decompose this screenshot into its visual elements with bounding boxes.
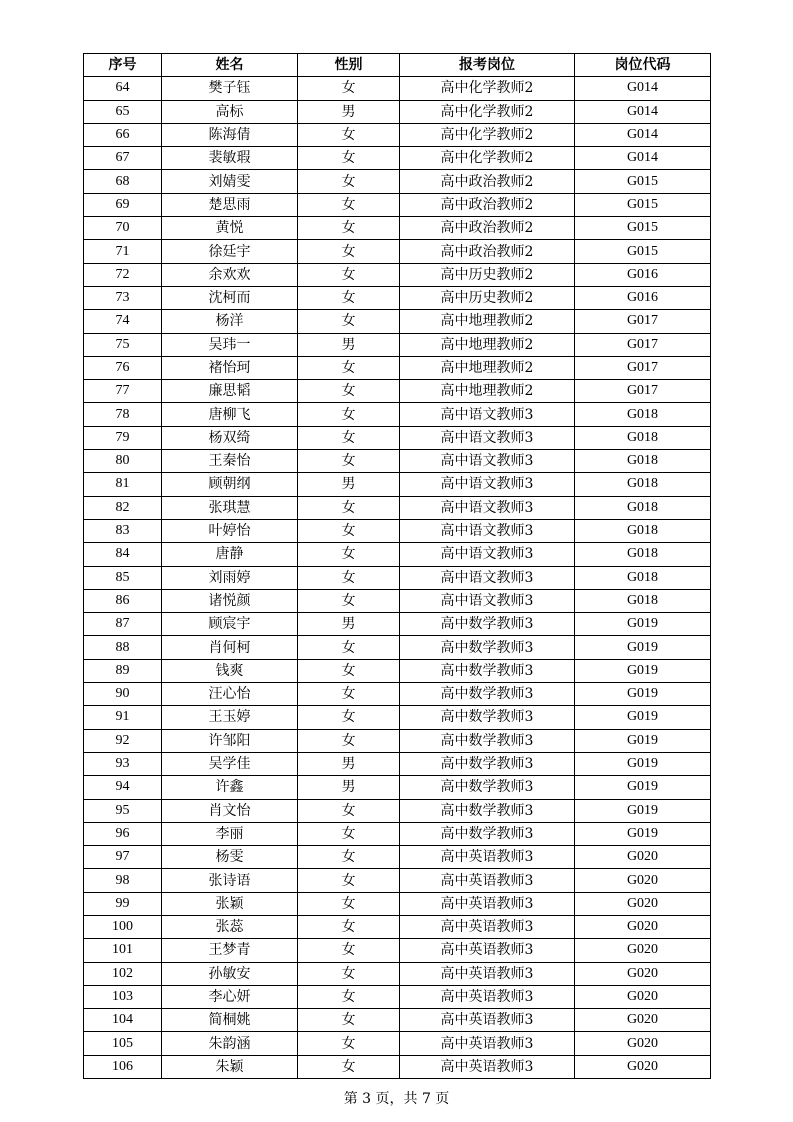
cell-name: 叶婷怡 [162,519,298,542]
cell-applied-post: 高中英语教师3 [400,939,575,962]
cell-applied-post: 高中地理教师2 [400,380,575,403]
cell-post-code: G015 [575,217,711,240]
cell-name: 张蕊 [162,915,298,938]
cell-applied-post: 高中化学教师2 [400,100,575,123]
cell-serial-number: 65 [84,100,162,123]
cell-serial-number: 82 [84,496,162,519]
cell-post-code: G015 [575,240,711,263]
cell-gender: 女 [298,1032,400,1055]
cell-serial-number: 78 [84,403,162,426]
table-row [84,77,711,100]
cell-serial-number: 64 [84,77,162,100]
cell-applied-post: 高中英语教师3 [400,1055,575,1078]
cell-post-code: G018 [575,589,711,612]
cell-serial-number: 79 [84,426,162,449]
cell-post-code: G018 [575,496,711,519]
cell-post-code: G014 [575,147,711,170]
cell-post-code: G015 [575,170,711,193]
cell-name: 张琪慧 [162,496,298,519]
cell-serial-number: 96 [84,822,162,845]
cell-serial-number: 80 [84,450,162,473]
cell-name: 高标 [162,100,298,123]
table-row [84,193,711,216]
cell-post-code: G018 [575,426,711,449]
cell-gender: 女 [298,170,400,193]
cell-gender: 女 [298,939,400,962]
table-body [84,77,711,1079]
cell-serial-number: 99 [84,892,162,915]
cell-gender: 女 [298,380,400,403]
cell-applied-post: 高中地理教师2 [400,333,575,356]
header-serial-number: 序号 [84,54,162,77]
table-row [84,380,711,403]
cell-applied-post: 高中化学教师2 [400,77,575,100]
cell-serial-number: 72 [84,263,162,286]
table-row [84,915,711,938]
cell-gender: 男 [298,473,400,496]
cell-gender: 女 [298,217,400,240]
cell-applied-post: 高中数学教师3 [400,776,575,799]
cell-serial-number: 66 [84,123,162,146]
cell-serial-number: 70 [84,217,162,240]
cell-gender: 女 [298,729,400,752]
cell-gender: 女 [298,263,400,286]
table-row [84,822,711,845]
cell-applied-post: 高中英语教师3 [400,1009,575,1032]
header-post-code: 岗位代码 [575,54,711,77]
cell-name: 李心妍 [162,985,298,1008]
cell-applied-post: 高中语文教师3 [400,450,575,473]
cell-applied-post: 高中政治教师2 [400,240,575,263]
cell-applied-post: 高中政治教师2 [400,193,575,216]
table-row [84,1055,711,1078]
cell-applied-post: 高中语文教师3 [400,519,575,542]
roster-table [83,53,711,1079]
cell-applied-post: 高中语文教师3 [400,426,575,449]
cell-post-code: G019 [575,659,711,682]
table-row [84,706,711,729]
cell-serial-number: 77 [84,380,162,403]
cell-serial-number: 88 [84,636,162,659]
cell-post-code: G020 [575,1055,711,1078]
table-row [84,613,711,636]
table-row [84,310,711,333]
cell-applied-post: 高中英语教师3 [400,985,575,1008]
table-row [84,403,711,426]
cell-name: 廉思韬 [162,380,298,403]
table-row [84,170,711,193]
cell-post-code: G014 [575,100,711,123]
table-row [84,123,711,146]
table-row [84,869,711,892]
cell-applied-post: 高中英语教师3 [400,892,575,915]
cell-gender: 女 [298,310,400,333]
cell-gender: 女 [298,869,400,892]
cell-gender: 女 [298,1055,400,1078]
cell-post-code: G018 [575,519,711,542]
cell-serial-number: 85 [84,566,162,589]
cell-name: 余欢欢 [162,263,298,286]
table-row [84,683,711,706]
cell-gender: 女 [298,450,400,473]
cell-post-code: G018 [575,543,711,566]
cell-serial-number: 90 [84,683,162,706]
cell-post-code: G020 [575,846,711,869]
cell-post-code: G015 [575,193,711,216]
cell-name: 王玉婷 [162,706,298,729]
cell-applied-post: 高中数学教师3 [400,729,575,752]
cell-post-code: G019 [575,683,711,706]
cell-gender: 女 [298,799,400,822]
table-row [84,892,711,915]
cell-post-code: G019 [575,613,711,636]
cell-applied-post: 高中政治教师2 [400,217,575,240]
table-row [84,589,711,612]
table-header-row [84,54,711,77]
cell-gender: 女 [298,543,400,566]
cell-serial-number: 76 [84,356,162,379]
cell-post-code: G014 [575,123,711,146]
table-row [84,286,711,309]
table-row [84,729,711,752]
cell-serial-number: 106 [84,1055,162,1078]
cell-post-code: G019 [575,636,711,659]
cell-gender: 女 [298,706,400,729]
cell-applied-post: 高中英语教师3 [400,1032,575,1055]
cell-gender: 女 [298,496,400,519]
cell-gender: 男 [298,613,400,636]
cell-post-code: G018 [575,473,711,496]
cell-name: 樊子钰 [162,77,298,100]
cell-name: 朱韵涵 [162,1032,298,1055]
cell-serial-number: 104 [84,1009,162,1032]
cell-serial-number: 97 [84,846,162,869]
cell-name: 吴学佳 [162,752,298,775]
cell-applied-post: 高中语文教师3 [400,566,575,589]
page-footer: 第 3 页，共 7 页 [343,1091,450,1107]
table-row [84,659,711,682]
cell-gender: 女 [298,636,400,659]
cell-post-code: G016 [575,286,711,309]
cell-post-code: G018 [575,450,711,473]
cell-name: 诸悦颜 [162,589,298,612]
cell-name: 吴玮一 [162,333,298,356]
cell-gender: 女 [298,123,400,146]
table-row [84,263,711,286]
cell-applied-post: 高中语文教师3 [400,473,575,496]
cell-name: 朱颖 [162,1055,298,1078]
table-row [84,217,711,240]
cell-serial-number: 87 [84,613,162,636]
cell-post-code: G020 [575,892,711,915]
cell-gender: 女 [298,1009,400,1032]
table-row [84,1009,711,1032]
cell-name: 裴敏瑕 [162,147,298,170]
cell-name: 肖文怡 [162,799,298,822]
cell-post-code: G017 [575,310,711,333]
cell-name: 刘婧雯 [162,170,298,193]
cell-applied-post: 高中语文教师3 [400,589,575,612]
table-row [84,566,711,589]
cell-applied-post: 高中历史教师2 [400,286,575,309]
cell-gender: 女 [298,589,400,612]
cell-applied-post: 高中数学教师3 [400,659,575,682]
cell-gender: 女 [298,77,400,100]
cell-serial-number: 100 [84,915,162,938]
cell-post-code: G020 [575,1032,711,1055]
cell-name: 陈海倩 [162,123,298,146]
cell-serial-number: 81 [84,473,162,496]
cell-post-code: G020 [575,1009,711,1032]
cell-name: 孙敏安 [162,962,298,985]
cell-name: 王梦青 [162,939,298,962]
table-row [84,799,711,822]
cell-applied-post: 高中数学教师3 [400,706,575,729]
cell-gender: 女 [298,403,400,426]
cell-serial-number: 103 [84,985,162,1008]
cell-serial-number: 93 [84,752,162,775]
table-row [84,985,711,1008]
cell-name: 肖何柯 [162,636,298,659]
cell-post-code: G017 [575,380,711,403]
cell-name: 顾朝纲 [162,473,298,496]
cell-serial-number: 75 [84,333,162,356]
cell-post-code: G020 [575,915,711,938]
cell-gender: 女 [298,915,400,938]
cell-gender: 女 [298,846,400,869]
table-row [84,519,711,542]
cell-name: 刘雨婷 [162,566,298,589]
cell-serial-number: 83 [84,519,162,542]
cell-gender: 女 [298,985,400,1008]
cell-serial-number: 94 [84,776,162,799]
cell-name: 简桐姚 [162,1009,298,1032]
cell-applied-post: 高中地理教师2 [400,356,575,379]
cell-gender: 女 [298,519,400,542]
cell-serial-number: 98 [84,869,162,892]
cell-applied-post: 高中数学教师3 [400,636,575,659]
cell-applied-post: 高中化学教师2 [400,123,575,146]
table-row [84,147,711,170]
cell-applied-post: 高中数学教师3 [400,799,575,822]
cell-gender: 女 [298,822,400,845]
cell-post-code: G018 [575,566,711,589]
cell-post-code: G020 [575,962,711,985]
table-row [84,752,711,775]
cell-serial-number: 68 [84,170,162,193]
cell-gender: 女 [298,659,400,682]
cell-name: 顾宸宇 [162,613,298,636]
cell-applied-post: 高中数学教师3 [400,822,575,845]
cell-post-code: G019 [575,822,711,845]
table-row [84,333,711,356]
cell-serial-number: 92 [84,729,162,752]
cell-applied-post: 高中地理教师2 [400,310,575,333]
cell-name: 张颖 [162,892,298,915]
cell-applied-post: 高中语文教师3 [400,496,575,519]
table-row [84,962,711,985]
cell-name: 汪心怡 [162,683,298,706]
cell-gender: 女 [298,426,400,449]
cell-post-code: G017 [575,356,711,379]
table-row [84,776,711,799]
cell-applied-post: 高中政治教师2 [400,170,575,193]
cell-name: 许邹阳 [162,729,298,752]
table-row [84,473,711,496]
cell-post-code: G016 [575,263,711,286]
table-row [84,636,711,659]
cell-gender: 男 [298,100,400,123]
cell-post-code: G019 [575,799,711,822]
table-row [84,450,711,473]
cell-gender: 女 [298,240,400,263]
cell-gender: 女 [298,147,400,170]
cell-serial-number: 101 [84,939,162,962]
cell-serial-number: 73 [84,286,162,309]
cell-name: 许鑫 [162,776,298,799]
cell-serial-number: 74 [84,310,162,333]
cell-name: 杨洋 [162,310,298,333]
table-row [84,426,711,449]
cell-name: 杨雯 [162,846,298,869]
cell-serial-number: 95 [84,799,162,822]
cell-post-code: G018 [575,403,711,426]
cell-post-code: G019 [575,752,711,775]
cell-serial-number: 69 [84,193,162,216]
cell-applied-post: 高中语文教师3 [400,543,575,566]
cell-name: 王秦怡 [162,450,298,473]
cell-gender: 女 [298,892,400,915]
table-row [84,356,711,379]
cell-post-code: G020 [575,869,711,892]
header-applied-post: 报考岗位 [400,54,575,77]
header-name: 姓名 [162,54,298,77]
cell-applied-post: 高中英语教师3 [400,869,575,892]
cell-name: 徐廷宇 [162,240,298,263]
cell-applied-post: 高中数学教师3 [400,613,575,636]
table-row [84,939,711,962]
cell-name: 黄悦 [162,217,298,240]
cell-gender: 男 [298,776,400,799]
cell-serial-number: 86 [84,589,162,612]
cell-name: 沈柯而 [162,286,298,309]
cell-name: 唐柳飞 [162,403,298,426]
cell-applied-post: 高中化学教师2 [400,147,575,170]
cell-applied-post: 高中数学教师3 [400,752,575,775]
cell-gender: 女 [298,962,400,985]
cell-applied-post: 高中语文教师3 [400,403,575,426]
cell-serial-number: 67 [84,147,162,170]
table-row [84,543,711,566]
cell-gender: 女 [298,566,400,589]
table-row [84,846,711,869]
cell-gender: 女 [298,356,400,379]
cell-applied-post: 高中英语教师3 [400,962,575,985]
cell-post-code: G014 [575,77,711,100]
cell-applied-post: 高中历史教师2 [400,263,575,286]
cell-name: 李丽 [162,822,298,845]
cell-serial-number: 89 [84,659,162,682]
cell-name: 钱爽 [162,659,298,682]
cell-applied-post: 高中数学教师3 [400,683,575,706]
header-gender: 性别 [298,54,400,77]
cell-name: 唐静 [162,543,298,566]
cell-post-code: G020 [575,985,711,1008]
table-row [84,100,711,123]
cell-gender: 男 [298,333,400,356]
cell-gender: 女 [298,683,400,706]
cell-post-code: G020 [575,939,711,962]
table-row [84,496,711,519]
cell-post-code: G019 [575,729,711,752]
cell-post-code: G019 [575,706,711,729]
cell-applied-post: 高中英语教师3 [400,846,575,869]
cell-serial-number: 102 [84,962,162,985]
cell-serial-number: 71 [84,240,162,263]
cell-name: 楚思雨 [162,193,298,216]
cell-gender: 男 [298,752,400,775]
cell-name: 褚怡珂 [162,356,298,379]
cell-serial-number: 84 [84,543,162,566]
cell-serial-number: 105 [84,1032,162,1055]
cell-name: 杨双绮 [162,426,298,449]
cell-serial-number: 91 [84,706,162,729]
cell-gender: 女 [298,193,400,216]
cell-post-code: G017 [575,333,711,356]
cell-applied-post: 高中英语教师3 [400,915,575,938]
table-row [84,240,711,263]
cell-post-code: G019 [575,776,711,799]
table-row [84,1032,711,1055]
cell-gender: 女 [298,286,400,309]
cell-name: 张诗语 [162,869,298,892]
